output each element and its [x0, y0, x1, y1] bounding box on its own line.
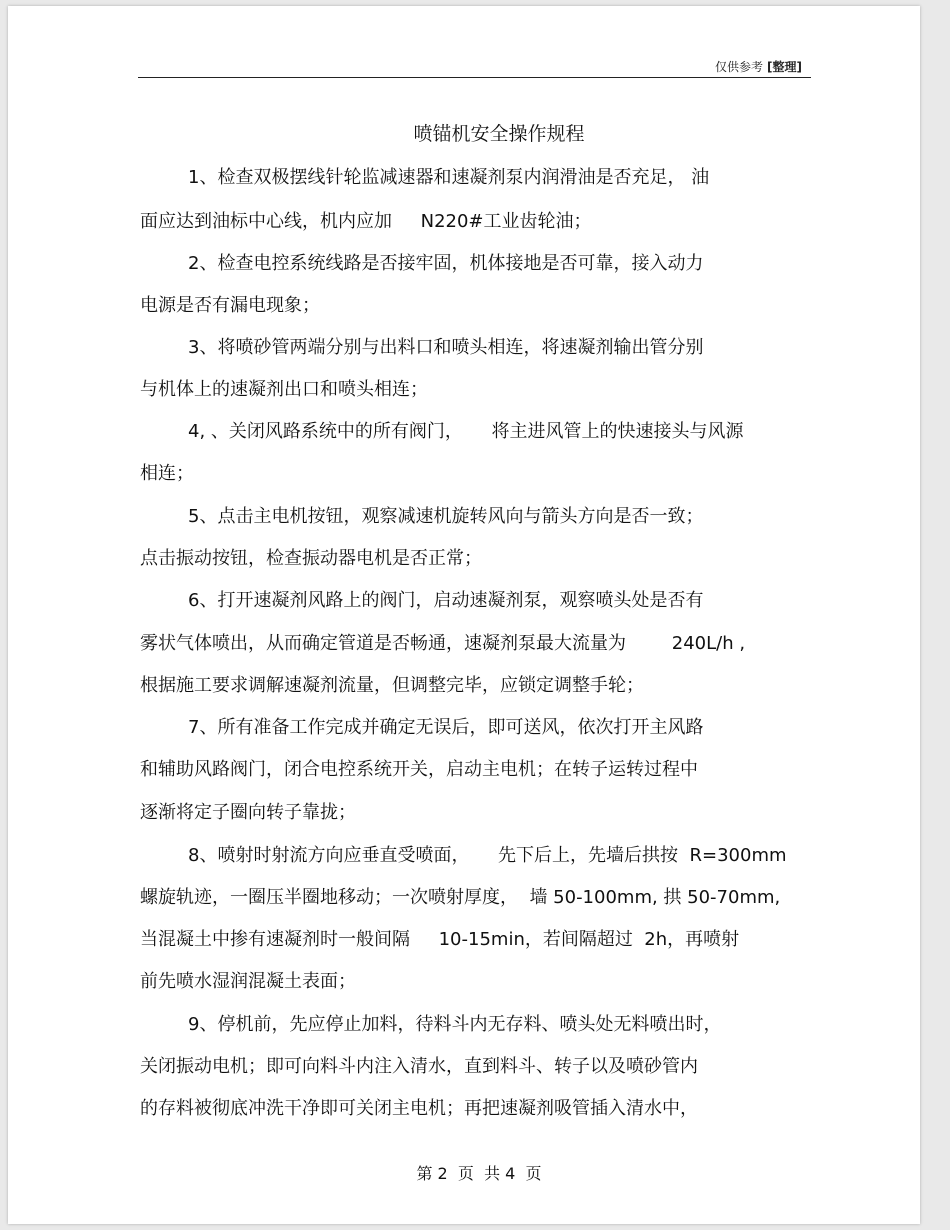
body-line: 与机体上的速凝剂出口和喷头相连； — [140, 379, 428, 400]
body-line: 点击振动按钮，检查振动器电机是否正常； — [140, 548, 482, 569]
body-line: 7、所有准备工作完成并确定无误后，即可送风，依次打开主风路 — [188, 717, 704, 738]
body-line: 3、将喷砂管两端分别与出料口和喷头相连，将速凝剂输出管分别 — [188, 337, 704, 358]
header-divider — [138, 77, 811, 78]
body-line: 8、喷射时射流方向应垂直受喷面， 先下后上，先墙后拱按 R=300mm — [188, 845, 787, 866]
body-line: 和辅助风路阀门，闭合电控系统开关，启动主电机；在转子运转过程中 — [140, 759, 698, 780]
body-line: 当混凝土中掺有速凝剂时一般间隔 10-15min，若间隔超过 2h，再喷射 — [140, 929, 740, 950]
body-line: 前先喷水湿润混凝土表面； — [140, 971, 356, 992]
body-line: 根据施工要求调解速凝剂流量，但调整完毕，应锁定调整手轮； — [140, 675, 644, 696]
document-title: 喷锚机安全操作规程 — [413, 123, 585, 145]
body-line: 的存料被彻底冲洗干净即可关闭主电机；再把速凝剂吸管插入清水中， — [140, 1098, 698, 1119]
body-line: 9、停机前，先应停止加料，待料斗内无存料、喷头处无料喷出时， — [188, 1014, 722, 1035]
body-line: 4, 、关闭风路系统中的所有阀门， 将主进风管上的快速接头与风源 — [188, 421, 744, 442]
body-line: 2、检查电控系统线路是否接牢固，机体接地是否可靠，接入动力 — [188, 253, 704, 274]
header-note-text: 仅供参考 — [715, 60, 764, 74]
header-note — [715, 58, 802, 75]
body-line: 关闭振动电机；即可向料斗内注入清水，直到料斗、转子以及喷砂管内 — [140, 1056, 698, 1077]
document-page — [8, 6, 920, 1224]
body-line: 1、检查双极摆线针轮监减速器和速凝剂泵内润滑油是否充足， 油 — [188, 167, 710, 188]
body-line: 面应达到油标中心线，机内应加 N220#工业齿轮油； — [140, 211, 592, 232]
header-bracket-note: [整理] — [767, 60, 802, 74]
body-line: 逐渐将定子圈向转子靠拢； — [140, 802, 356, 823]
body-line: 相连； — [140, 463, 194, 484]
body-line: 6、打开速凝剂风路上的阀门，启动速凝剂泵，观察喷头处是否有 — [188, 590, 704, 611]
body-line: 雾状气体喷出，从而确定管道是否畅通，速凝剂泵最大流量为 240L/h , — [140, 633, 746, 654]
body-line: 螺旋轨迹，一圈压半圈地移动；一次喷射厚度， 墙 50-100mm, 拱 50-70mm, — [140, 887, 781, 908]
body-line: 电源是否有漏电现象； — [140, 295, 320, 316]
page-number: 第 2 页 共 4 页 — [416, 1164, 542, 1183]
body-line: 5、点击主电机按钮，观察减速机旋转风向与箭头方向是否一致； — [188, 506, 704, 527]
